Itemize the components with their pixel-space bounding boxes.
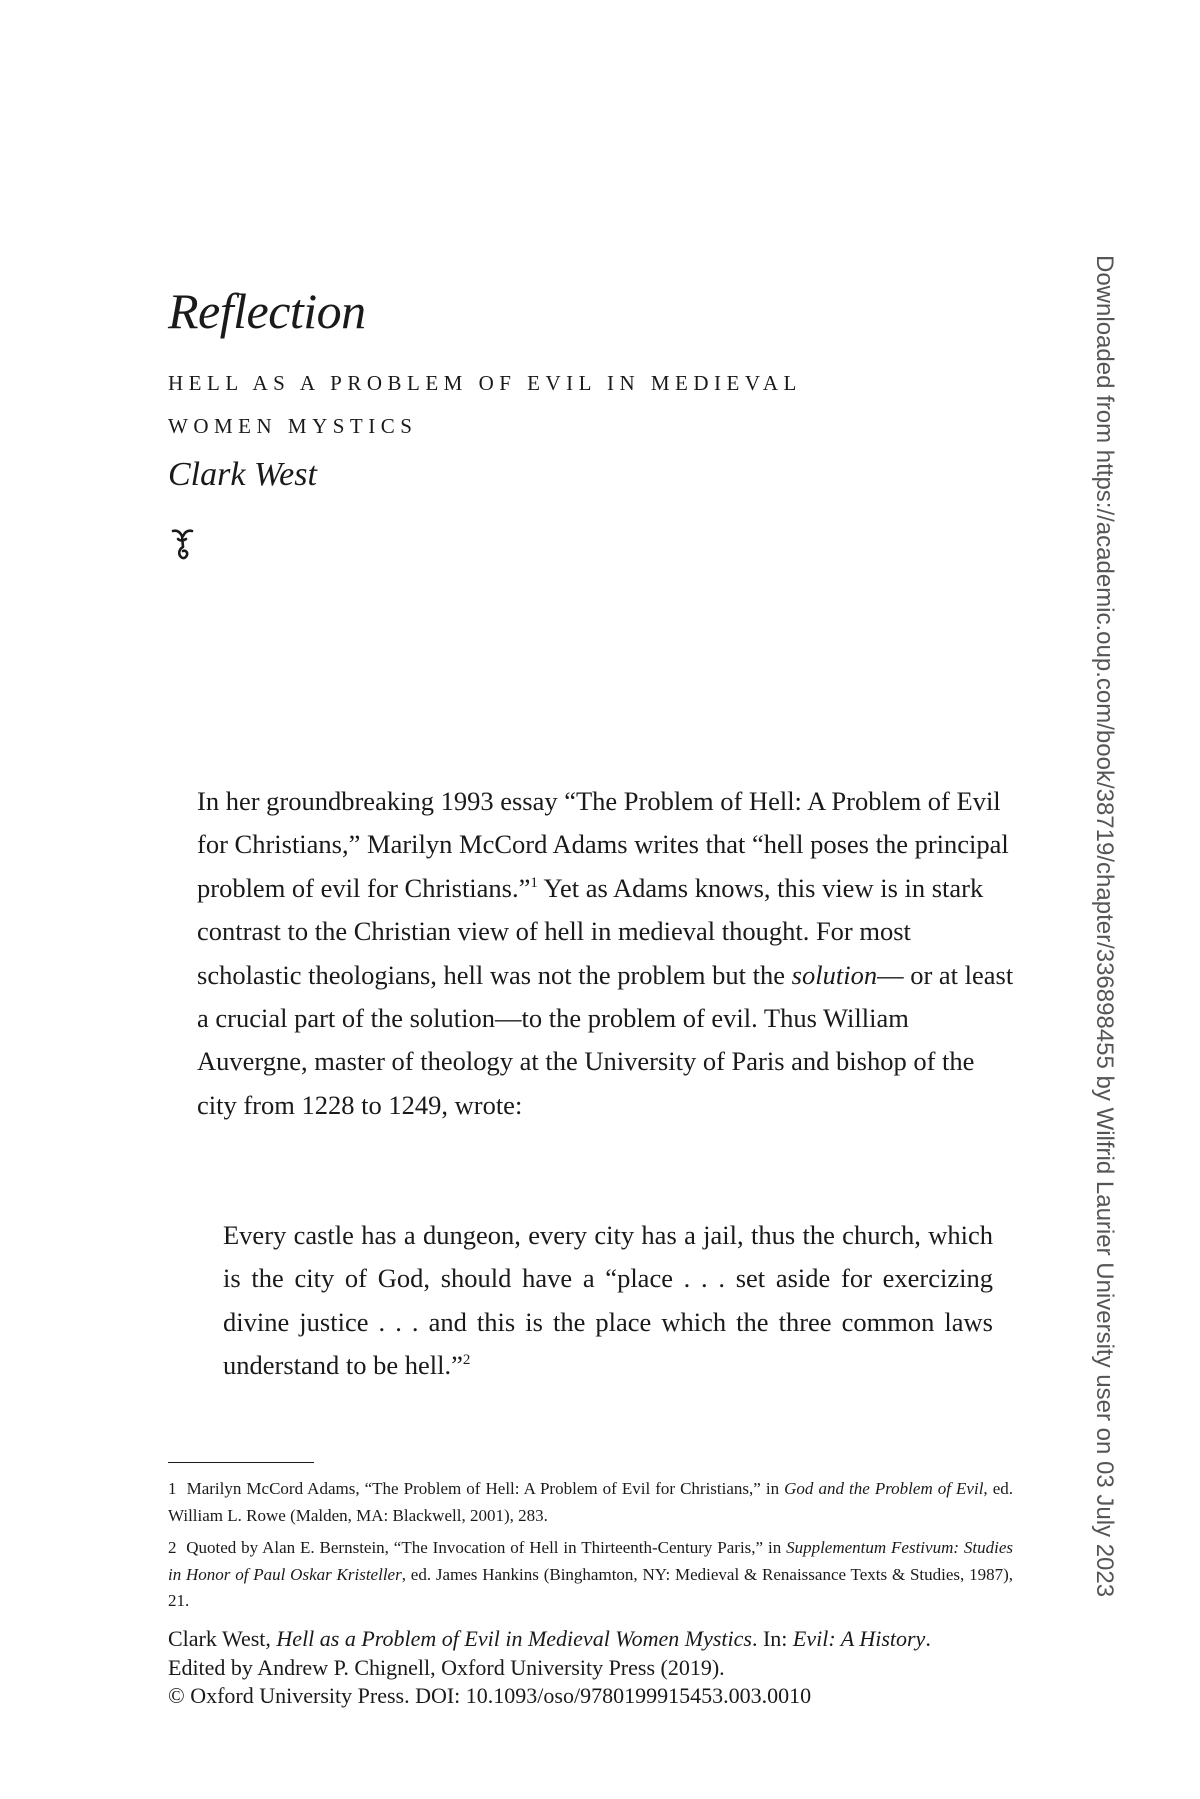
citation-book: Evil: A History	[792, 1626, 926, 1651]
citation-doi-line[interactable]: © Oxford University Press. DOI: 10.1093/oso/9780199915453.003.0010	[168, 1683, 812, 1708]
footnote-text: Quoted by Alan E. Bernstein, “The Invocation of Hell in Thirteenth-Century Paris,” in	[186, 1538, 787, 1557]
citation-chapter: Hell as a Problem of Evil in Medieval Women Mystics	[276, 1626, 752, 1651]
chapter-title-line-1: HELL AS A PROBLEM OF EVIL IN MEDIEVAL	[168, 371, 802, 395]
footnotes	[168, 1476, 1013, 1621]
footnote-text: , ed. William L. Rowe (Malden, MA: Blackwell, 2001), 283.	[168, 1479, 1014, 1525]
paragraph-text: — or at least a crucial part of the solution—to the problem of evil. Thus William Auvergne, master of theology at the University of Paris and bishop of the city from 1228 to 1249, wrote:	[197, 959, 1014, 1120]
chapter-author: Clark West	[168, 456, 317, 493]
citation-punct: .	[925, 1626, 931, 1651]
citation-in-label: . In:	[751, 1626, 793, 1651]
citation-line-2: Edited by Andrew P. Chignell, Oxford University Press (2019).	[168, 1654, 725, 1680]
paragraph-text: In her groundbreaking 1993 essay “The Problem of Hell: A Problem of Evil for Christians,” Marilyn McCord Adams writes that “hell poses the principal problem of evil for Christians.”	[197, 786, 1009, 903]
paragraph-text: Yet as Adams knows, this view is in stark contrast to the Christian view of hell in medieval thought. For most scholastic theologians, hell was not the problem but the	[197, 872, 984, 990]
footnote-ref-1[interactable]: 1	[530, 874, 538, 891]
footnote-1	[168, 1476, 1013, 1529]
block-quote	[223, 1214, 993, 1388]
footnote-2	[168, 1535, 1013, 1615]
download-watermark: Downloaded from https://academic.oup.com/book/38719/chapter/336898455 by Wilfrid Laurier University user on 03 July 2023	[1091, 255, 1118, 1598]
citation-author: Clark West,	[168, 1626, 277, 1651]
footnote-divider	[168, 1462, 314, 1463]
paragraph	[197, 780, 1015, 1127]
footnote-book-title: God and the Problem of Evil	[784, 1479, 984, 1498]
footnote-book-title: Supplementum Festivum: Studies in Honor of Paul Oskar Kristeller	[168, 1538, 1013, 1584]
fleuron-icon	[170, 527, 196, 561]
citation-line-1	[168, 1625, 1028, 1654]
footnote-ref-2[interactable]: 2	[462, 1352, 471, 1369]
footnote-number: 2	[168, 1538, 177, 1557]
chapter-title	[168, 362, 868, 448]
section-kicker: Reflection	[168, 283, 366, 339]
emphasis-text: solution	[791, 959, 878, 990]
footnote-text: Marilyn McCord Adams, “The Problem of Hell: A Problem of Evil for Christians,” in	[186, 1479, 785, 1498]
citation-block	[168, 1625, 1028, 1711]
chapter-title-line-2: WOMEN MYSTICS	[168, 414, 418, 438]
body-text	[197, 780, 1015, 1127]
quote-text: Every castle has a dungeon, every city has a jail, thus the church, which is the city of God, should have a “place . . . set aside for exercizing divine justice . . . and this is the place which the three common laws understand to be hell.”	[223, 1220, 993, 1381]
footnote-text: , ed. James Hankins (Binghamton, NY: Medieval & Renaissance Texts & Studies, 1987), 21.	[168, 1564, 1013, 1610]
footnote-number: 1	[168, 1479, 177, 1498]
